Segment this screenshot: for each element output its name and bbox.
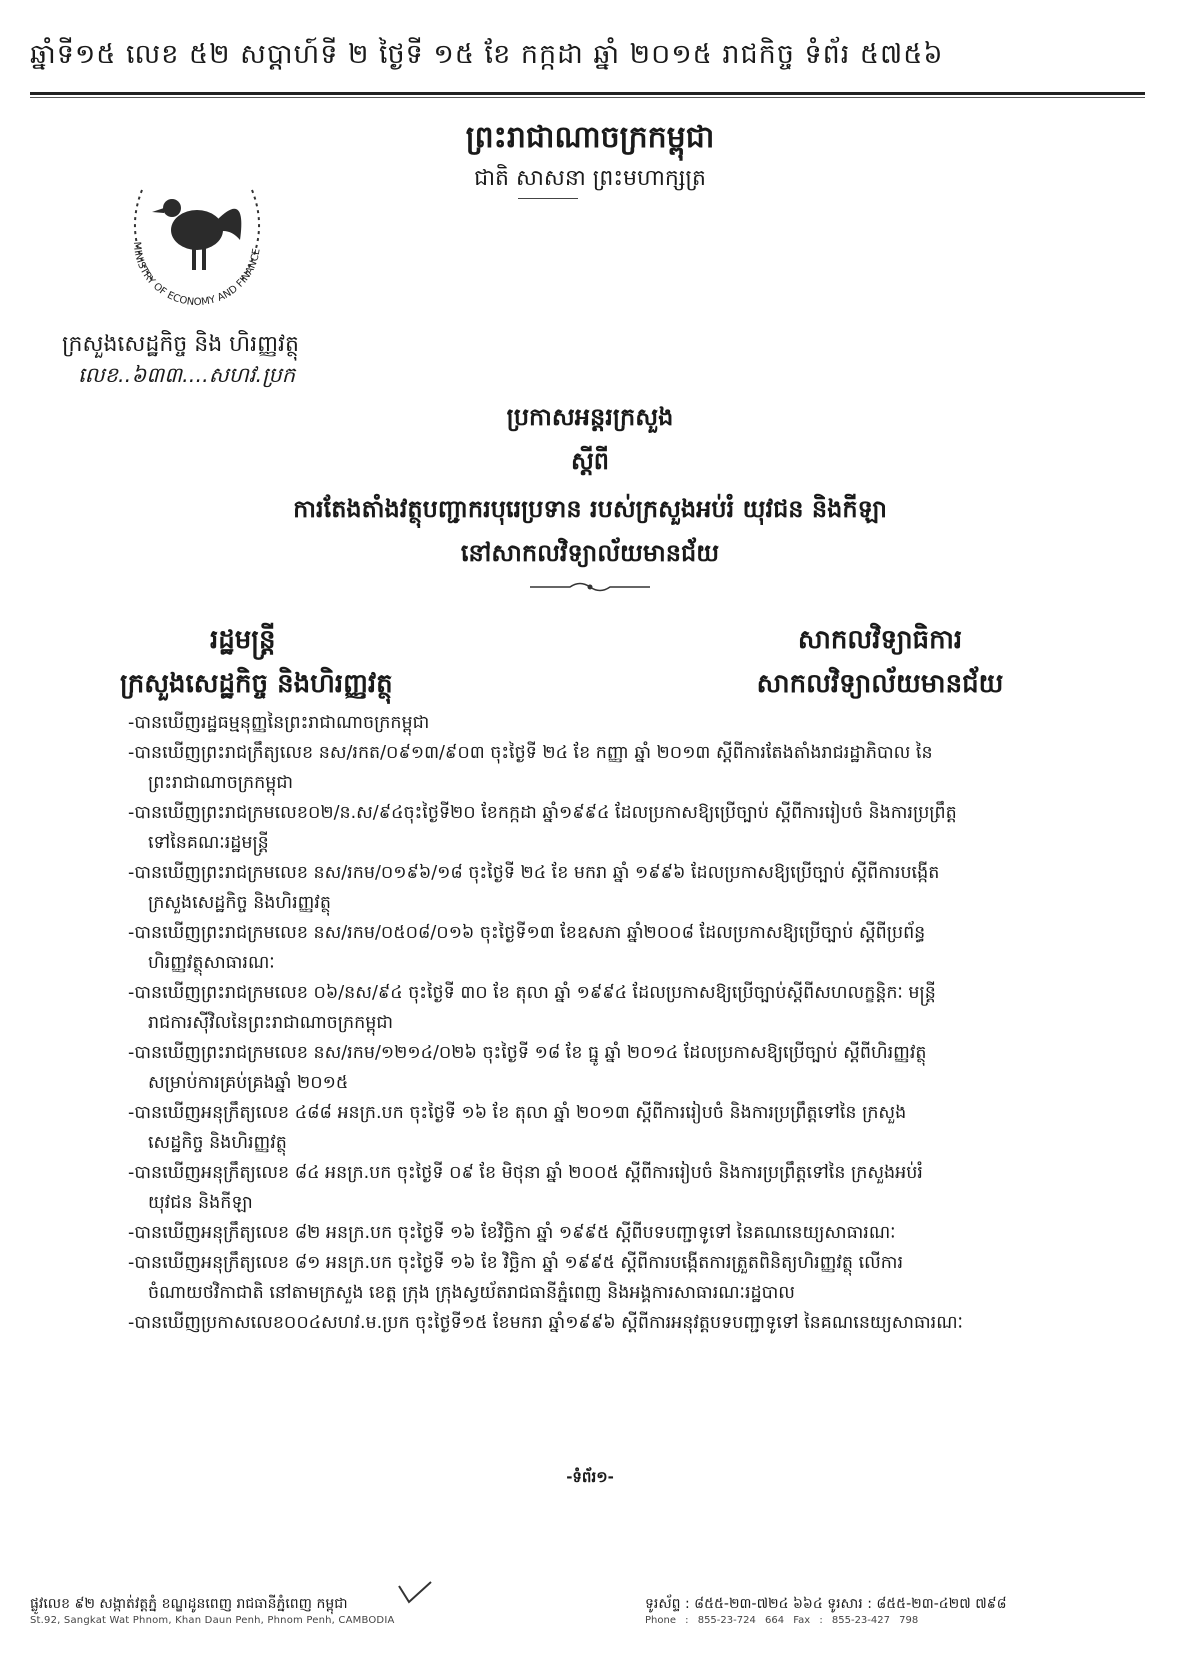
document-type: ប្រកាសអន្តរក្រសួង (506, 403, 674, 431)
svg-text:MINISTRY OF ECONOMY AND FINANC (131, 241, 263, 308)
list-item: -បានឃើញព្រះរាជក្រមលេខ០២/ន.ស/៩៤ចុះថ្ងៃទី២០ ខែកក្កដា ឆ្នាំ១៩៩៤ ដែលប្រកាសឱ្យប្រើច្បាប់ ស្តីពីការរៀបចំ និងការប្រព្រឹត្ត ទៅនៃគណៈរដ្ឋមន្ត្រី (128, 803, 957, 853)
ornament-divider-icon (530, 580, 650, 594)
list-item: -បានឃើញព្រះរាជក្រមលេខ នស/រកម/១២១៤/០២៦ ចុះថ្ងៃទី ១៨ ខែ ធ្នូ ឆ្នាំ ២០១៤ ដែលប្រកាសឱ្យប្រើច្បាប់ ស្តីពីហិរញ្ញវត្ថុ សម្រាប់ការគ្រប់គ្រងឆ្នាំ ២០១៥ (128, 1043, 927, 1093)
motto-divider (518, 198, 578, 199)
list-item: -បានឃើញព្រះរាជក្រមលេខ ០៦/នស/៩៤ ចុះថ្ងៃទី ៣០ ខែ តុលា ឆ្នាំ ១៩៩៤ ដែលប្រកាសឱ្យប្រើច្បាប់ស្តីពីសហលក្ខន្តិកៈ មន្ត្រី រាជការស៊ីវិលនៃព្រះរាជាណាចក្រកម្ពុជា (128, 983, 936, 1033)
list-item: -បានឃើញព្រះរាជក្រមលេខ នស/រកម/០១៩៦/១៨ ចុះថ្ងៃទី ២៤ ខែ មករា ឆ្នាំ ១៩៩៦ ដែលប្រកាសឱ្យប្រើច្បាប់ ស្តីពីការបង្កើត ក្រសួងសេដ្ឋកិច្ច និងហិរញ្ញវត្ថុ (128, 863, 940, 913)
document-about: ស្តីពី (570, 447, 610, 475)
issuer-rector (700, 618, 1060, 706)
ministry-name: ក្រសួងសេដ្ឋកិច្ច និង ហិរញ្ញវត្ថុ (62, 332, 299, 357)
footer-address-kh: ផ្លូវលេខ ៩២ សង្កាត់វត្តភ្នំ ខណ្ឌដូនពេញ រាជធានីភ្នំពេញ កម្ពុជា (30, 1596, 348, 1612)
list-item: -បានឃើញរដ្ឋធម្មនុញ្ញនៃព្រះរាជាណាចក្រកម្ពុជា (128, 713, 430, 733)
page-marker: -ទំព័រ១- (566, 1468, 614, 1486)
footer-address-en: St.92, Sangkat Wat Phnom, Khan Daun Penh, Phnom Penh, CAMBODIA (30, 1615, 395, 1626)
list-item: -បានឃើញព្រះរាជក្រមលេខ នស/រកម/០៥០៨/០១៦ ចុះថ្ងៃទី១៣ ខែឧសភា ឆ្នាំ២០០៨ ដែលប្រកាសឱ្យប្រើច្បាប់ ស្តីពីប្រព័ន្ធ ហិរញ្ញវត្ថុសាធារណៈ (128, 923, 926, 973)
reference-number: លេខ..៦៣៣....សហវ.ប្រក (78, 363, 296, 387)
issuer-minister (120, 618, 480, 706)
document-subject-line1: ការតែងតាំងវត្ថុបញ្ជាករបុរេប្រទាន របស់ក្រសួងអប់រំ យុវជន និងកីឡា (293, 495, 887, 523)
footer-contact-kh: ទូរស័ព្ទ : ៨៥៥-២៣-៧២៤ ៦៦៤ ទូរសារ : ៨៥៥-២៣-៤២៧ ៧៩៨ (645, 1596, 1007, 1612)
issuer-rector-university: សាកលវិទ្យាល័យមានជ័យ (756, 669, 1004, 699)
document-subject-line2: នៅសាកលវិទ្យាល័យមានជ័យ (460, 539, 720, 567)
footer-contact (645, 1594, 1007, 1626)
issuer-rector-title: សាកលវិទ្យាធិការ (797, 625, 963, 655)
kingdom-title: ព្រះរាជាណាចក្រកម្ពុជា (465, 120, 715, 155)
issuer-minister-ministry: ក្រសួងសេដ្ឋកិច្ច និងហិរញ្ញវត្ថុ (120, 669, 393, 699)
header-rule-thin (30, 97, 1145, 98)
footer-address (30, 1594, 395, 1626)
seal-text: MINISTRY OF ECONOMY AND FINANCE (130, 241, 263, 309)
list-item: -បានឃើញអនុក្រឹត្យលេខ ៤៨៨ អនក្រ.បក ចុះថ្ងៃទី ១៦ ខែ តុលា ឆ្នាំ ២០១៣ ស្តីពីការរៀបចំ និងការប្រព្រឹត្តទៅនៃ ក្រសួង សេដ្ឋកិច្ច និងហិរញ្ញវត្ថុ (128, 1103, 907, 1153)
ministry-seal-icon (112, 150, 282, 320)
considerations-list (128, 708, 1008, 1338)
list-item: -បានឃើញអនុក្រឹត្យលេខ ៨៤ អនក្រ.បក ចុះថ្ងៃទី ០៩ ខែ មិថុនា ឆ្នាំ ២០០៥ ស្តីពីការរៀបចំ និងការប្រព្រឹត្តទៅនៃ ក្រសួងអប់រំ យុវជន និងកីឡា (128, 1163, 923, 1213)
issuer-minister-title: រដ្ឋមន្ត្រី (210, 625, 276, 655)
list-item: -បានឃើញអនុក្រឹត្យលេខ ៨១ អនក្រ.បក ចុះថ្ងៃទី ១៦ ខែ វិច្ឆិកា ឆ្នាំ ១៩៩៥ ស្តីពីការបង្កើតការត្រួតពិនិត្យហិរញ្ញវត្ថុ លើការ ចំណាយថវិកាជាតិ នៅតាមក្រសួង ខេត្ត ក្រុង ក្រុងស្វយ័តរាជធានីភ្នំពេញ និងអង្គការសាធារណៈរដ្ឋបាល (128, 1253, 904, 1303)
list-item: -បានឃើញអនុក្រឹត្យលេខ ៨២ អនក្រ.បក ចុះថ្ងៃទី ១៦ ខែវិច្ឆិកា ឆ្នាំ ១៩៩៥ ស្តីពីបទបញ្ជាទូទៅ នៃគណនេយ្យសាធារណៈ (128, 1223, 896, 1243)
header-rule (30, 92, 1145, 95)
list-item: -បានឃើញព្រះរាជក្រឹត្យលេខ នស/រកត/០៩១៣/៩០៣ ចុះថ្ងៃទី ២៤ ខែ កញ្ញា ឆ្នាំ ២០១៣ ស្តីពីការតែងតាំងរាជរដ្ឋាភិបាល នៃ ព្រះរាជាណាចក្រកម្ពុជា (128, 743, 933, 793)
national-motto: ជាតិ សាសនា ព្រះមហាក្សត្រ (474, 166, 706, 191)
list-item: -បានឃើញប្រកាសលេខ០០៤សហវ.ម.ប្រក ចុះថ្ងៃទី១៥ ខែមករា ឆ្នាំ១៩៩៦ ស្តីពីការអនុវត្តបទបញ្ជាទូទៅ នៃគណនេយ្យសាធារណៈ (128, 1313, 963, 1333)
gazette-header: ឆ្នាំទី១៥ លេខ ៥២ សប្តាហ៍ទី ២ ថ្ងៃទី ១៥ ខែ កក្កដា ឆ្នាំ ២០១៥ រាជកិច្ច ទំព័រ ៥៧៥៦ (30, 39, 944, 70)
footer-contact-en: Phone : 855-23-724 664 Fax : 855-23-427 798 (645, 1615, 919, 1626)
initial-mark-icon (395, 1580, 435, 1608)
